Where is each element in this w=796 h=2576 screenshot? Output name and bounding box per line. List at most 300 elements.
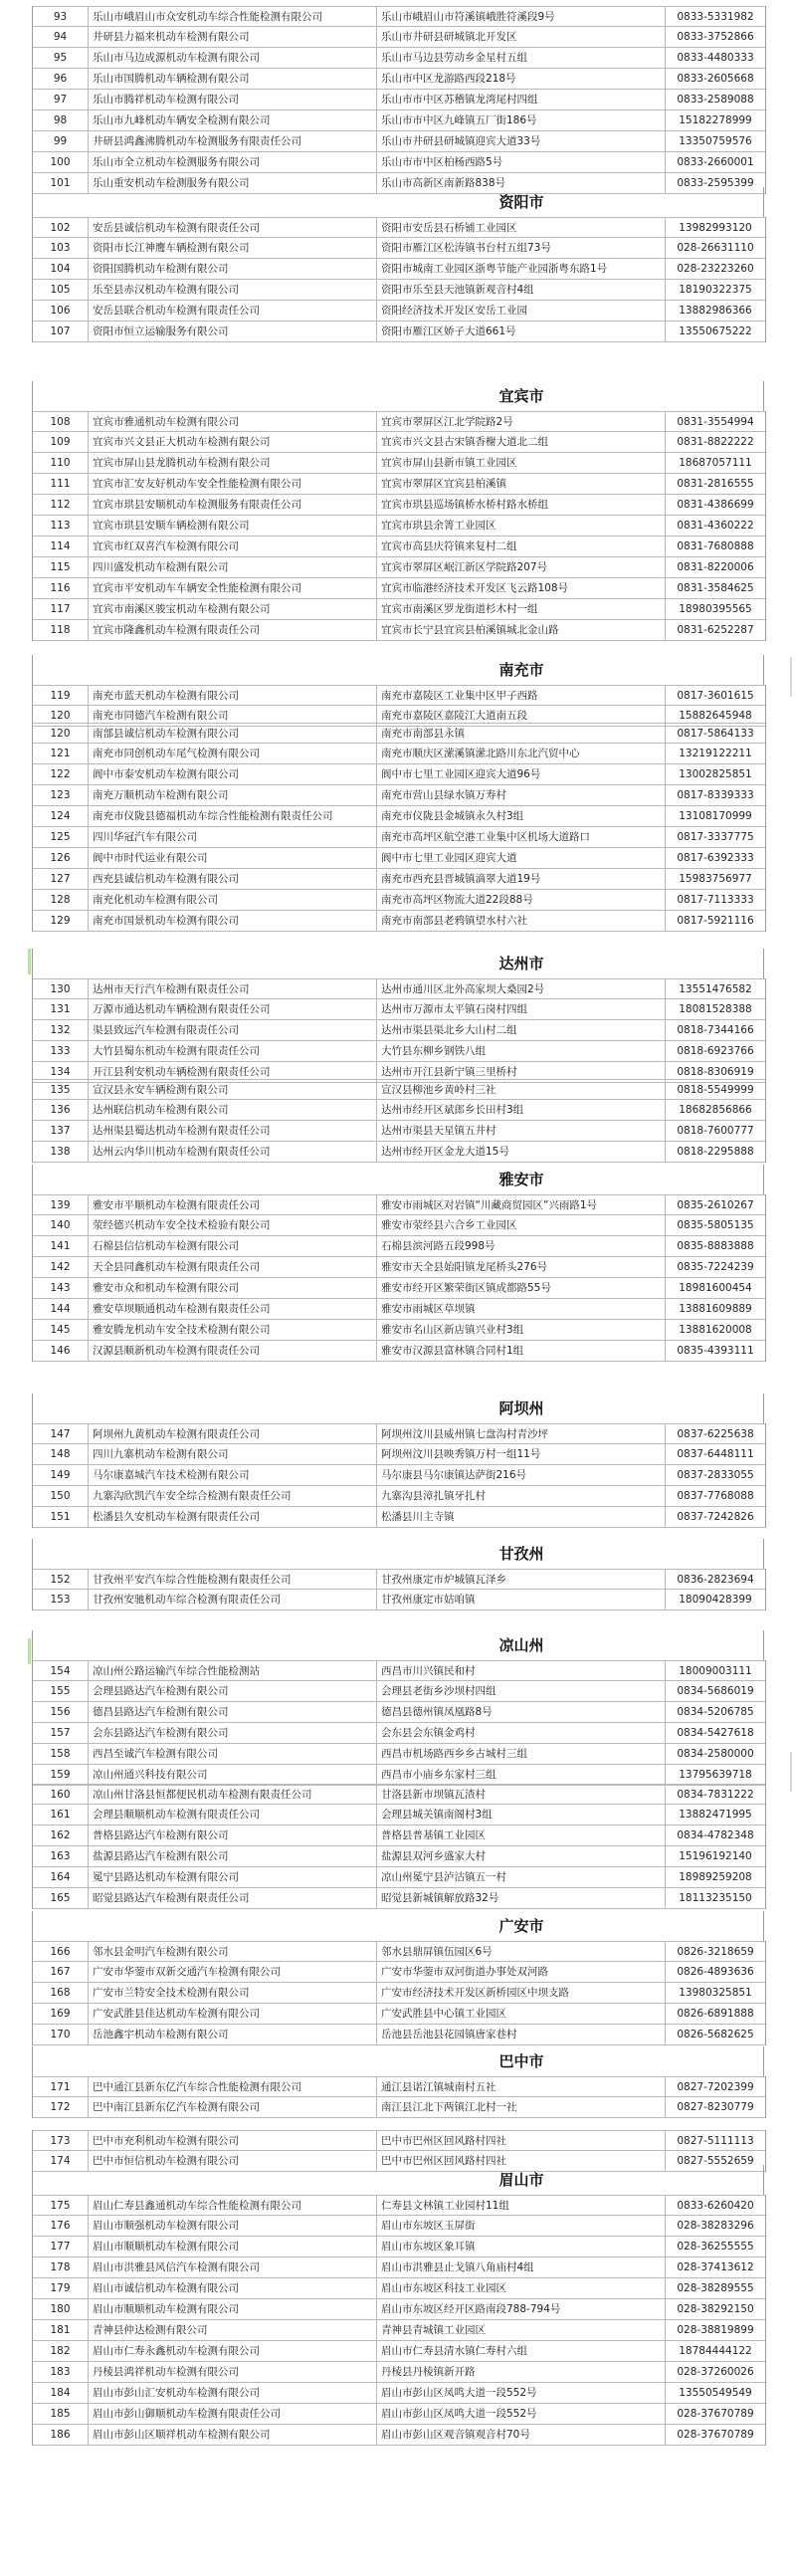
company-address: 达州市渠县天星镇五井村: [377, 1121, 666, 1141]
phone-number: 0834-2580000: [677, 1748, 754, 1760]
company-address: 宜宾市屏山县新市镇工业园区: [377, 453, 666, 473]
phone-number: 13881620008: [679, 1324, 752, 1336]
company-address: 南充市南部县永镇: [377, 724, 666, 743]
company-name: 凉山州通兴科技有限公司: [89, 1765, 377, 1785]
company-name: 巴中市充利机动车检测有限公司: [89, 2131, 377, 2150]
company-name: 资阳市长江神鹰车辆检测有限公司: [89, 238, 377, 258]
company-address: 南充市高坪区航空港工业集中区机场大道路口: [377, 827, 666, 847]
company-name: 达州市天行汽车检测有限责任公司: [89, 979, 377, 998]
table-row: [33, 1257, 765, 1278]
row-number: 98: [33, 110, 89, 130]
table-row: [33, 6, 765, 27]
inspection-station-table: [32, 1194, 766, 1362]
phone-number: 0833-6260420: [677, 2200, 754, 2212]
table-row: [33, 1744, 765, 1765]
inspection-station-table: [32, 411, 766, 641]
company-name: 宜宾市平安机动车车辆安全性能检测有限公司: [89, 578, 377, 598]
table-row: [33, 578, 765, 599]
company-address: 宜宾市翠屏区岷江新区学院路207号: [377, 557, 666, 577]
phone-number: 18980395565: [679, 603, 752, 615]
company-address: 眉山市东坡区经开区路南段788-794号: [377, 2299, 666, 2319]
city-name: 阿坝州: [498, 1399, 544, 1417]
company-address: 青神县青城镇工业园区: [377, 2320, 666, 2340]
phone-number: 0831-7680888: [677, 540, 754, 552]
table-row: [33, 2025, 765, 2045]
city-section-header: [32, 655, 764, 685]
phone-number: 13550549549: [679, 2387, 752, 2399]
phone-number: 0835-5805135: [677, 1219, 754, 1231]
row-number: 139: [33, 1195, 89, 1214]
table-row: [33, 1079, 765, 1100]
company-address: 广安武胜县中心镇工业园区: [377, 2004, 666, 2024]
company-name: 达州渠县蜀达机动车检测有限责任公司: [89, 1121, 377, 1141]
company-name: 凉山州公路运输汽车综合性能检测站: [89, 1661, 377, 1680]
inspection-station-table: [32, 978, 766, 1083]
table-row: [33, 1341, 765, 1362]
company-name: 达州云内华川机动车检测有限责任公司: [89, 1142, 377, 1162]
company-name: 广安市兰特安全技术检测有限公司: [89, 1983, 377, 2003]
city-name: 凉山州: [498, 1636, 544, 1654]
row-number: 102: [33, 218, 89, 237]
company-address: 盐源县双河乡盛家大村: [377, 1846, 666, 1866]
row-number: 125: [33, 827, 89, 847]
phone-number: 15983756977: [679, 873, 752, 885]
row-number: 135: [33, 1080, 89, 1099]
phone-number: 028-37413612: [677, 2261, 754, 2273]
phone-number: 13108170999: [679, 810, 752, 822]
phone-number: 028-37670789: [677, 2429, 754, 2441]
row-number: 152: [33, 1570, 89, 1589]
table-row: [33, 2341, 765, 2362]
company-address: 资阳市雁江区娇子大道661号: [377, 322, 666, 341]
row-number: 158: [33, 1744, 89, 1764]
inspection-station-table: [32, 1941, 766, 2045]
row-number: 150: [33, 1486, 89, 1506]
row-number: 151: [33, 1507, 89, 1527]
table-row: [33, 152, 765, 173]
company-address: 雅安市雨城区草坝镇: [377, 1299, 666, 1319]
company-name: 南充市蓝天机动车检测有限公司: [89, 686, 377, 705]
company-address: 西昌市小庙乡东家村三组: [377, 1765, 666, 1785]
phone-number: 0826-6891888: [677, 2008, 754, 2020]
row-number: 136: [33, 1100, 89, 1120]
company-name: 四川九寨机动车检测有限公司: [89, 1444, 377, 1464]
phone-number: 18081528388: [679, 1003, 752, 1015]
table-row: [33, 48, 765, 69]
phone-number: 0827-8230779: [677, 2101, 754, 2113]
row-number: 121: [33, 744, 89, 763]
company-address: 宜宾市翠屏区江北学院路2号: [377, 412, 666, 431]
phone-number: 0831-4386699: [677, 499, 754, 511]
company-name: 荥经德兴机动车安全技术检验有限公司: [89, 1215, 377, 1235]
company-name: 会东县路达汽车检测有限公司: [89, 1723, 377, 1743]
company-address: 普格县普基镇工业园区: [377, 1825, 666, 1845]
row-number: 108: [33, 412, 89, 431]
company-address: 南充市南部县老鸦镇望水村六社: [377, 911, 666, 931]
row-number: 129: [33, 911, 89, 931]
company-name: 资阳市恒立运输服务有限公司: [89, 322, 377, 341]
phone-number: 15182278999: [679, 114, 752, 126]
row-number: 185: [33, 2404, 89, 2424]
company-name: 南充市同创机动车尾气检测有限公司: [89, 744, 377, 763]
table-row: [33, 806, 765, 827]
row-number: 142: [33, 1257, 89, 1277]
table-row: [33, 1423, 765, 1444]
phone-number: 0833-2660001: [677, 156, 754, 168]
company-name: 井研县鸿鑫沸腾机动车检测服务有限责任公司: [89, 131, 377, 151]
row-number: 140: [33, 1215, 89, 1235]
company-name: 宜宾市珙县安顺车辆检测有限公司: [89, 516, 377, 536]
row-number: 179: [33, 2278, 89, 2298]
row-number: 172: [33, 2097, 89, 2117]
company-address: 雅安市汉源县富林镇合同村1组: [377, 1341, 666, 1361]
row-number: 175: [33, 2196, 89, 2215]
table-row: [33, 620, 765, 641]
inspection-station-table: [32, 2076, 766, 2118]
company-address: 阿坝州汶川县映秀镇万村一组11号: [377, 1444, 666, 1464]
row-number: 107: [33, 322, 89, 341]
company-address: 雅安市经开区繁荣街区镇成都路55号: [377, 1278, 666, 1298]
phone-number: 0837-6225638: [677, 1428, 754, 1440]
phone-number: 15196192140: [679, 1850, 752, 1862]
table-row: [33, 1194, 765, 1215]
phone-number: 0818-5549999: [677, 1084, 754, 1096]
row-number: 181: [33, 2320, 89, 2340]
city-name: 广安市: [498, 1917, 544, 1935]
company-address: 宜宾市高县庆符镇来复村二组: [377, 537, 666, 556]
row-number: 173: [33, 2131, 89, 2150]
row-number: 178: [33, 2257, 89, 2277]
city-section-header: [32, 2165, 764, 2195]
phone-number: 13550675222: [679, 325, 752, 337]
table-row: [33, 322, 765, 342]
row-number: 186: [33, 2425, 89, 2445]
company-address: 眉山市洪雅县止戈镇八角庙村4组: [377, 2257, 666, 2277]
inspection-station-table: [32, 217, 766, 342]
company-address: 南充市高坪区物流大道22段88号: [377, 890, 666, 910]
phone-number: 0818-7344166: [677, 1024, 754, 1036]
table-row: [33, 537, 765, 557]
inspection-station-table: [32, 685, 766, 727]
company-name: 巴中南江县新东亿汽车检测有限公司: [89, 2097, 377, 2117]
company-name: 邻水县金明汽车检测有限公司: [89, 1942, 377, 1961]
company-name: 眉山市诚信机动车检测有限公司: [89, 2278, 377, 2298]
row-number: 119: [33, 686, 89, 705]
company-name: 南部县诚信机动车检测有限公司: [89, 724, 377, 743]
table-row: [33, 2004, 765, 2025]
company-address: 会理县城关镇南阁村3组: [377, 1805, 666, 1825]
row-number: 94: [33, 27, 89, 47]
company-address: 宜宾市珙县巡场镇桥水桥村路水桥组: [377, 495, 666, 515]
table-row: [33, 1962, 765, 1983]
company-address: 会东县会东镇金鸡村: [377, 1723, 666, 1743]
phone-number: 13980325851: [679, 1987, 752, 1999]
city-name: 资阳市: [498, 193, 544, 211]
inspection-station-table: [32, 1784, 766, 1909]
company-address: 大竹县东柳乡钢铁八组: [377, 1041, 666, 1061]
company-name: 资阳国腾机动车检测有限公司: [89, 259, 377, 279]
company-name: 盐源县路达汽车检测有限公司: [89, 1846, 377, 1866]
company-address: 邻水县鼎屏镇伍园区6号: [377, 1942, 666, 1961]
company-address: 马尔康县马尔康镇达萨街216号: [377, 1465, 666, 1485]
table-row: [33, 2425, 765, 2446]
company-name: 万源市通达机动车辆检测有限责任公司: [89, 999, 377, 1019]
city-section-header: [32, 949, 764, 978]
city-name: 南充市: [498, 661, 544, 679]
table-row: [33, 2404, 765, 2425]
company-address: 达州市渠县渠北乡大山村二组: [377, 1020, 666, 1040]
scroll-indicator: [790, 1752, 792, 1792]
company-name: 宜宾市红双喜汽车检测有限公司: [89, 537, 377, 556]
row-number: 99: [33, 131, 89, 151]
company-name: 乐山市腾祥机动车检测有限公司: [89, 90, 377, 109]
company-address: 资阳市雁江区松涛镇书台村五组73号: [377, 238, 666, 258]
phone-number: 0817-5921116: [677, 915, 754, 927]
phone-number: 0834-5686019: [677, 1685, 754, 1697]
company-address: 西昌市机场路西乡乡古城村三组: [377, 1744, 666, 1764]
table-row: [33, 1765, 765, 1786]
company-address: 雅安市荥经县六合乡工业园区: [377, 1215, 666, 1235]
company-name: 四川华冠汽车有限公司: [89, 827, 377, 847]
row-number: 159: [33, 1765, 89, 1785]
table-row: [33, 432, 765, 453]
company-name: 汉源县顺新机动车检测有限责任公司: [89, 1341, 377, 1361]
company-name: 凉山州甘洛县恒都便民机动车检测有限责任公司: [89, 1785, 377, 1804]
table-row: [33, 848, 765, 869]
company-address: 资阳市城南工业园区浙粤节能产业园浙粤东路1号: [377, 259, 666, 279]
phone-number: 13982993120: [679, 222, 752, 234]
company-address: 雅安市雨城区对岩镇“川藏商贸园区”兴雨路1号: [377, 1195, 666, 1214]
row-number: 165: [33, 1888, 89, 1908]
phone-number: 0818-2295888: [677, 1146, 754, 1158]
city-name: 甘孜州: [498, 1545, 544, 1563]
table-row: [33, 2320, 765, 2341]
table-row: [33, 2097, 765, 2118]
city-name: 巴中市: [498, 2052, 544, 2070]
company-name: 马尔康嘉城汽车技术检测有限公司: [89, 1465, 377, 1485]
company-name: 井研县力福来机动车检测有限公司: [89, 27, 377, 47]
company-name: 阆中市泰安机动车检测有限公司: [89, 764, 377, 784]
row-highlight-mark: [28, 1638, 31, 1664]
company-address: 南充市仪陇县金城镇永久村3组: [377, 806, 666, 826]
city-section-header: [32, 2046, 764, 2076]
company-name: 眉山市洪雅县风信汽车检测有限公司: [89, 2257, 377, 2277]
company-address: 巴中市巴州区回风路村四社: [377, 2151, 666, 2171]
company-address: 九寨沟县漳扎镇牙扎村: [377, 1486, 666, 1506]
company-name: 宜宾市隆鑫机动车检测有限责任公司: [89, 620, 377, 640]
table-row: [33, 599, 765, 620]
company-name: 渠县致远汽车检测有限责任公司: [89, 1020, 377, 1040]
company-name: 安岳县联合机动车检测有限责任公司: [89, 301, 377, 321]
company-address: 乐山市市中区九峰镇五厂街186号: [377, 110, 666, 130]
table-row: [33, 1569, 765, 1590]
company-name: 乐山市国腾机动车辆检测有限公司: [89, 69, 377, 89]
company-address: 眉山市彭山区观音镇观音村70号: [377, 2425, 666, 2445]
phone-number: 15882645948: [679, 710, 752, 722]
table-row: [33, 110, 765, 131]
company-address: 通江县诺江镇城南村五社: [377, 2077, 666, 2096]
company-name: 乐山市全立机动车检测服务有限公司: [89, 152, 377, 172]
phone-number: 0833-5331982: [677, 11, 754, 23]
company-address: 西昌市川兴镇民和村: [377, 1661, 666, 1680]
table-row: [33, 2130, 765, 2151]
phone-number: 18113235150: [679, 1892, 752, 1904]
phone-number: 0837-7242826: [677, 1511, 754, 1523]
phone-number: 0831-8220006: [677, 561, 754, 573]
table-row: [33, 827, 765, 848]
company-address: 乐山市井研县研城镇迎宾大道33号: [377, 131, 666, 151]
phone-number: 0831-3554994: [677, 416, 754, 428]
phone-number: 0835-4393111: [677, 1345, 754, 1357]
company-name: 巴中通江县新东亿汽车综合性能检测有限公司: [89, 2077, 377, 2096]
row-number: 164: [33, 1867, 89, 1887]
row-number: 154: [33, 1661, 89, 1680]
row-number: 112: [33, 495, 89, 515]
row-number: 170: [33, 2025, 89, 2044]
row-number: 156: [33, 1702, 89, 1722]
company-address: 达州市通川区北外高家坝大桑园2号: [377, 979, 666, 998]
row-number: 122: [33, 764, 89, 784]
phone-number: 028-26631110: [677, 242, 754, 254]
row-number: 155: [33, 1681, 89, 1701]
company-name: 阿坝州九黄机动车检测有限责任公司: [89, 1424, 377, 1443]
city-name: 达州市: [498, 955, 544, 972]
row-number: 130: [33, 979, 89, 998]
company-name: 松潘县久安机动车检测有限责任公司: [89, 1507, 377, 1527]
company-name: 宜宾市屏山县龙腾机动车检测有限公司: [89, 453, 377, 473]
row-number: 117: [33, 599, 89, 619]
phone-number: 028-23223260: [677, 263, 754, 275]
company-address: 广安市华蓥市双河街道办事处双河路: [377, 1962, 666, 1982]
row-number: 132: [33, 1020, 89, 1040]
phone-number: 13881609889: [679, 1303, 752, 1315]
table-row: [33, 1888, 765, 1909]
phone-number: 13219122211: [679, 748, 752, 759]
row-number: 110: [33, 453, 89, 473]
company-address: 乐山市中区龙游路西段218号: [377, 69, 666, 89]
phone-number: 028-38289555: [677, 2282, 754, 2294]
table-row: [33, 744, 765, 764]
table-row: [33, 27, 765, 48]
city-section-header: [32, 1630, 764, 1660]
table-row: [33, 911, 765, 932]
row-number: 131: [33, 999, 89, 1019]
row-number: 115: [33, 557, 89, 577]
table-row: [33, 1681, 765, 1702]
company-address: 乐山市马边县劳动乡金星村五组: [377, 48, 666, 68]
company-address: 南充市嘉陵区工业集中区甲子西路: [377, 686, 666, 705]
table-row: [33, 557, 765, 578]
phone-number: 0827-5111113: [677, 2135, 754, 2147]
company-name: 宜宾市汇安友好机动车安全性能检测有限公司: [89, 474, 377, 494]
company-address: 达州市开江县新宁镇三里桥村: [377, 1062, 666, 1082]
row-number: 109: [33, 432, 89, 452]
company-name: 眉山仁寿县鑫通机动车综合性能检测有限公司: [89, 2196, 377, 2215]
table-row: [33, 2383, 765, 2404]
city-section-header: [32, 1539, 764, 1569]
table-row: [33, 1299, 765, 1320]
company-address: 资阳市安岳县石桥铺工业园区: [377, 218, 666, 237]
row-number: 116: [33, 578, 89, 598]
company-address: 甘孜州康定市姑咱镇: [377, 1590, 666, 1610]
company-address: 南江县江北下两镇江北村一社: [377, 2097, 666, 2117]
row-number: 143: [33, 1278, 89, 1298]
phone-number: 18682856866: [679, 1104, 752, 1116]
phone-number: 0835-8883888: [677, 1240, 754, 1252]
table-row: [33, 1121, 765, 1142]
table-row: [33, 999, 765, 1020]
table-row: [33, 2362, 765, 2383]
company-name: 九寨沟欣凯汽车安全综合检测有限责任公司: [89, 1486, 377, 1506]
company-name: 乐山重安机动车检测服务有限公司: [89, 173, 377, 193]
company-address: 岳池县岳池县花园镇唐家巷村: [377, 2025, 666, 2044]
company-name: 雅安草坝顺通机动车检测有限责任公司: [89, 1299, 377, 1319]
company-name: 乐山市九峰机动车辆安全检测有限公司: [89, 110, 377, 130]
table-row: [33, 764, 765, 785]
table-row: [33, 1236, 765, 1257]
inspection-station-table: [32, 1079, 766, 1163]
row-number: 174: [33, 2151, 89, 2171]
table-row: [33, 1465, 765, 1486]
row-number: 128: [33, 890, 89, 910]
company-address: 眉山市彭山区凤鸣大道一段552号: [377, 2383, 666, 2403]
table-row: [33, 259, 765, 280]
phone-number: 18190322375: [679, 284, 752, 296]
row-number: 153: [33, 1590, 89, 1610]
row-number: 106: [33, 301, 89, 321]
company-address: 乐山市井研县研城镇北开发区: [377, 27, 666, 47]
row-number: 183: [33, 2362, 89, 2382]
inspection-station-table: [32, 1423, 766, 1528]
table-row: [33, 280, 765, 301]
row-number: 137: [33, 1121, 89, 1141]
company-name: 甘孜州平安汽车综合性能检测有限责任公司: [89, 1570, 377, 1589]
table-row: [33, 495, 765, 516]
table-row: [33, 2257, 765, 2278]
row-number: 124: [33, 806, 89, 826]
phone-number: 0818-7600777: [677, 1125, 754, 1137]
company-address: 甘洛县新市坝镇瓦渣村: [377, 1785, 666, 1804]
inspection-station-table: [32, 723, 766, 932]
table-row: [33, 1702, 765, 1723]
row-number: 95: [33, 48, 89, 68]
phone-number: 18687057111: [679, 457, 752, 469]
company-name: 乐至县赤汉机动车检测有限公司: [89, 280, 377, 300]
row-number: 166: [33, 1942, 89, 1961]
city-section-header: [32, 1165, 764, 1194]
table-row: [33, 685, 765, 706]
phone-number: 028-38283296: [677, 2220, 754, 2232]
company-name: 西充县诚信机动车检测有限公司: [89, 869, 377, 889]
phone-number: 0831-4360222: [677, 520, 754, 532]
phone-number: 0817-7113333: [677, 894, 754, 906]
phone-number: 0835-7224239: [677, 1261, 754, 1273]
phone-number: 0831-2816555: [677, 478, 754, 490]
company-address: 宜宾市兴文县古宋镇香榭大道北二组: [377, 432, 666, 452]
phone-number: 13882986366: [679, 305, 752, 317]
phone-number: 028-37260026: [677, 2366, 754, 2378]
company-name: 丹棱县鸿祥机动车检测有限公司: [89, 2362, 377, 2382]
row-number: 123: [33, 785, 89, 805]
company-address: 眉山市东坡区科技工业园区: [377, 2278, 666, 2298]
company-address: 德昌县德州镇凤凰路8号: [377, 1702, 666, 1722]
table-row: [33, 723, 765, 744]
table-row: [33, 2278, 765, 2299]
inspection-station-table: [32, 1569, 766, 1610]
row-number: 141: [33, 1236, 89, 1256]
table-row: [33, 2216, 765, 2237]
phone-number: 0818-8306919: [677, 1066, 754, 1078]
